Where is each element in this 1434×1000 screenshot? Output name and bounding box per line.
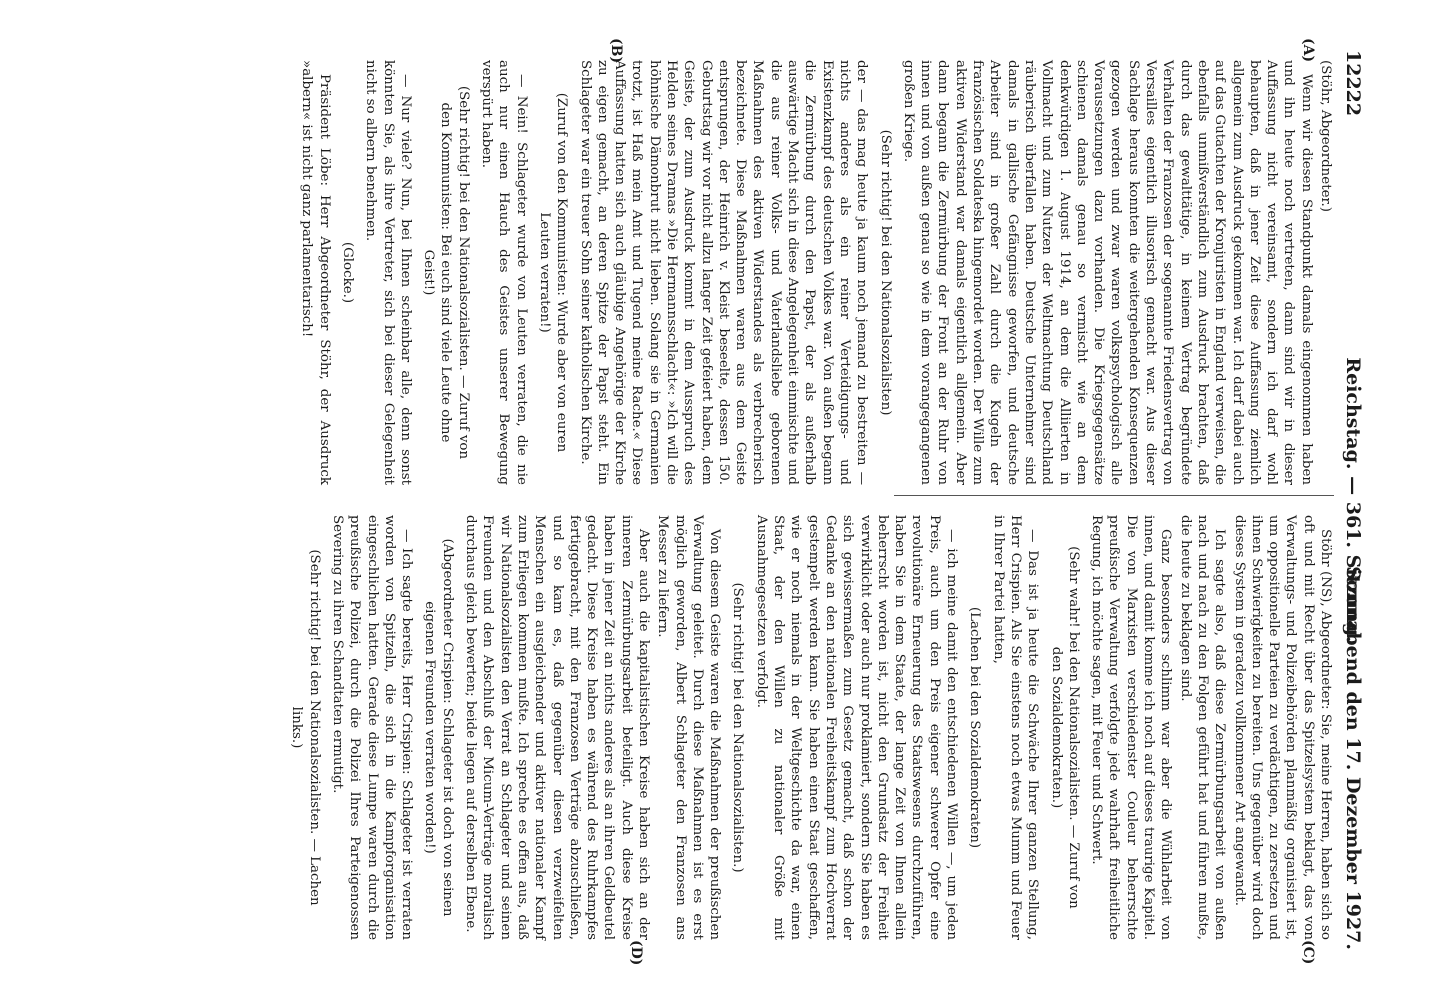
paragraph: Von diesem Geiste waren die Maßnahmen der preußischen Verwaltung geleitet. Durch diese Maßnahmen ist es erst möglich geworden, Albert Schlageter den Franzosen ans Messer zu liefern. xyxy=(655,515,723,940)
paragraph: Ganz besonders schlimm war aber die Wühlarbeit von innen, und damit komme ich noch auf dieses traurige Kapitel. Die von Marxisten verschiedenster Couleur beherrschte preußische Verwaltung verfolgte jede wahrhaft freiheitliche Regung, ich möchte sagen, mit Feuer und Schwert. xyxy=(1089,515,1174,940)
interjection: (Sehr richtig! bei den Nationalsozialisten) xyxy=(877,129,893,416)
margin-mark-c: (C) xyxy=(1300,940,1316,965)
left-column xyxy=(296,60,1334,485)
paragraph: der — das mag heute ja kaum noch jemand zu bestreiten — nichts anderes als ein reiner Verteidigungs- und Existenzkampf des deutschen Volkes war. Von außen begann die Zermürbung durch den Papst, der als außerhalb auswärtige Macht sich in diese Angelegenheit einmischte und die aus reiner Volks- und Vaterlandsliebe geborenen Maßnahmen des aktiven Widerstandes als verbrecherisch bezeichnete. Diese Maßnahmen waren aus dem Geiste entsprungen, der Heinrich v. Kleist beseelte, dessen 150. Geburtstag wir vor nicht allzu langer Zeit gefeiert haben, dem Geiste, der zum Ausdruck kommt in dem Ausspruch des Helden seines Dramas »Die Hermannsschlacht«: »Ich will die höhnische Dämonbrut nicht lieben. Solang sie in Germanien trotzt, ist Haß mein Amt und Tugend meine Rache.« Diese Auffassung hatten sich auch gläubige Angehörige der Kirche zu eigen gemacht, an deren Spitze der Papst steht. Ein Schlageter war ein treuer Sohn seiner katholischen Kirche. xyxy=(577,60,870,485)
interjection: (Sehr richtig! bei den Nationalsozialisten. — Lachen links.) xyxy=(289,549,322,906)
interjection: (Sehr richtig! bei den Nationalsozialisten. — Zuruf von den Kommunisten: Bei euch sind viele Leute ohne Geist!) xyxy=(421,85,471,460)
paragraph: — Nein! Schlageter wurde von Leuten verraten, die nie auch nur einen Hauch des Geistes unserer Bewegung verspürt haben. xyxy=(479,60,529,485)
interjection: (Sehr richtig! bei den Nationalsozialisten.) xyxy=(730,582,746,873)
page-number: 12222 xyxy=(1342,50,1364,117)
paragraph: — ich meine damit den entschiedenen Willen —, um jeden Preis, auch um den Preis eigener schwerer Opfer eine revolutionäre Erneuerung des Staatswesens durchzuführen, haben Sie in dem Staate, der lange Zeit von Ihnen allein beherrscht worden ist, nicht den Grundsatz der Freiheit verwirklicht oder auch nur proklamiert, sondern Sie haben es sich gewissermaßen zum Gesetz gemacht, daß schon der Gedanke an den nationalen Freiheitskampf zum Hochverrat gestempelt werden kann. Sie haben einen Staat geschaffen, wie er noch niemals in der Weltgeschichte da war, einen Staat, der den Willen zu nationaler Größe mit Ausnahmegesetzen verfolgt. xyxy=(753,515,960,940)
paragraph: Aber auch die kapitalistischen Kreise haben sich an der inneren Zermürbungsarbeit beteiligt. Auch diese Kreise haben in jener Zeit an nichts anderes als an ihren Geldbeutel gedacht. Diese Kreise haben es während des Ruhrkampfes fertiggebracht, mit den Franzosen Verträge abzuschließen, und so kam es, daß gegenüber diesen verzweifelten Menschen ein ausgleichender und aktiver nationaler Kampf zum Erliegen kommen mußte. Ich spreche es offen aus, daß wir Nationalsozialisten den Verrat an Schlageter und seinen Freunden und den Abschluß der Micum-Verträge moralisch durchaus gleich bewerten; beide liegen auf derselben Ebene. xyxy=(463,515,652,940)
paragraph: Stöhr (NS), Abgeordneter: Sie, meine Herren, haben sich so oft und mit Recht über das Spitzelsystem beklagt, das von Verwaltungs- und Polizeibehörden planmäßig organisiert ist, um oppositionelle Parteien zu verdächtigen, zu zersetzen und ihnen Schwierigkeiten zu bereiten. Uns gegenüber wird doch dieses System in geradezu vollkommener Art angewandt. xyxy=(1231,515,1333,940)
column-divider xyxy=(894,495,1334,496)
header-date: Sonnabend den 17. Dezember 1927. xyxy=(1342,566,1364,950)
interjection: (Lachen bei den Sozialdemokraten) xyxy=(967,606,983,849)
paragraph: Präsident Löbe: Herr Abgeordneter Stöhr, der Ausdruck »albern« ist nicht ganz parlamentarisch! xyxy=(299,60,332,485)
paragraph: Ich sagte also, daß diese Zermürbungsarbeit von außen nach und nach zu den Folgen geführt hat und führen mußte, die heute zu beklagen sind. xyxy=(1177,515,1228,940)
right-column xyxy=(282,515,1334,940)
page-header xyxy=(1334,50,1374,950)
margin-mark-d: (D) xyxy=(628,940,644,966)
paragraph: Wenn wir diesen Standpunkt damals eingenommen haben und ihn heute noch vertreten, dann sind wir in dieser Auffassung nicht vereinsamt, sondern ich darf wohl behaupten, daß in jener Zeit diese Auffassung ziemlich allgemein zum Ausdruck gekommen war. Ich darf dabei auch auf das Gutachten der Kronjuristen in England verweisen, die ebenfalls unmißverständlich zum Ausdruck brachten, daß durch das gewalttätige, in keinem Vertrag begründete Verhalten der Franzosen der sogenannte Friedensvertrag von Versailles eigentlich illusorisch gemacht war. Aus dieser Sachlage heraus konnten die weitergehenden Konsequenzen gezogen werden und zwar waren volkspsychologisch alle Voraussetzungen dazu vorhanden. Die Kriegsgegensätze schienen damals genau so vermischt wie an dem denkwürdigen 1. August 1914, an dem die Alliierten in Vollmacht und zum Nutzen der Weltmachtung Deutschland räuberisch überfallen haben. Deutsche Unternehmer sind damals in gallische Gefängnisse geworfen, und deutsche Arbeiter sind in großer Zahl durch die Kugeln der französischen Soldateska hingemordet worden. Der Wille zum aktiven Widerstand war damals eigentlich allgemein. Aber dann begann die Zermürbung der Front an der Ruhr von innen und von außen genau so wie in dem vorangegangenen großen Kriege. xyxy=(900,60,1314,485)
paragraph: — Nur viele? Nun, bei Ihnen scheinbar alle, denn sonst könnten Sie, als ihre Vertreter, sich bei dieser Gelegenheit nicht so albern benehmen. xyxy=(363,60,413,485)
interjection: (Glocke.) xyxy=(339,241,355,304)
paragraph: — Ich sagte bereits, Herr Crispien: Schlageter ist verraten worden von Spitzeln, die sich in die Kampforganisation eingeschlichen hatten. Gerade diese Lumpe waren durch die preußische Polizei, durch die Polizei Ihres Parteigenossen Severing zu ihren Schandtaten ermutigt. xyxy=(329,515,415,940)
speaker-note: (Stöhr, Abgeordneter.) xyxy=(1318,60,1333,212)
header-title: Reichstag. — 361. Sitzung. xyxy=(1342,357,1364,643)
interjection: (Zuruf von den Kommunisten: Wurde aber von euren Leuten verraten!) xyxy=(536,92,570,453)
margin-mark-b: (B) xyxy=(608,38,624,64)
margin-mark-a: (A) xyxy=(1300,38,1316,63)
interjection: (Sehr wahr! bei den Nationalsozialisten. — Zuruf von den Sozialdemokraten.) xyxy=(1048,546,1081,909)
paragraph: — Das ist ja heute die Schwäche Ihrer ganzen Stellung, Herr Crispien. Als Sie einstens noch etwas Mumm und Feuer in Ihrer Partei hatten, xyxy=(990,515,1041,940)
interjection: (Abgeordneter Crispien: Schlageter ist doch von seinen eigenen Freunden verraten worden!) xyxy=(422,538,455,917)
